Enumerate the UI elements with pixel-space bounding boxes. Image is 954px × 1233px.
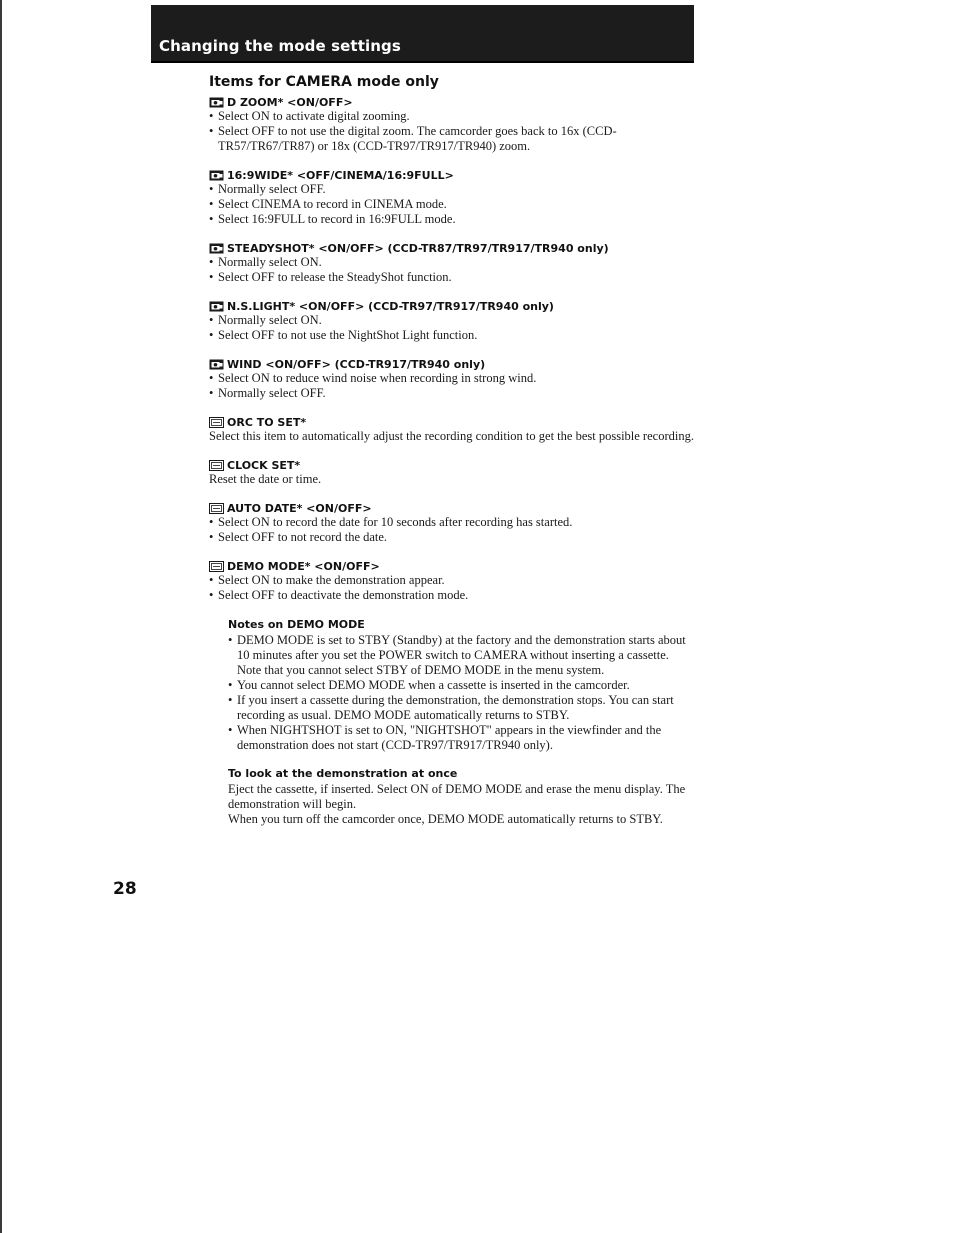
bullet-list: [209, 182, 699, 227]
bullet-item: • Select ON to record the date for 10 seconds after recording has started.: [209, 515, 699, 530]
item-heading-text: STEADYSHOT* <ON/OFF> (CCD-TR87/TR97/TR917/TR940 only): [227, 242, 609, 255]
item-heading-text: DEMO MODE* <ON/OFF>: [227, 560, 380, 573]
item-heading: [209, 416, 699, 429]
item-heading-text: ORC TO SET*: [227, 416, 307, 429]
setup-menu-icon: [209, 417, 224, 428]
setup-menu-icon: [209, 503, 224, 514]
item-description: Select this item to automatically adjust the recording condition to get the best possible recording.: [209, 429, 694, 443]
bullet-item: • Select OFF to not use the NightShot Light function.: [209, 328, 699, 343]
menu-item-auto-date: [209, 502, 699, 545]
header-bar: [151, 5, 694, 63]
note-item: • You cannot select DEMO MODE when a cassette is inserted in the camcorder.: [228, 678, 699, 693]
setup-menu-icon: [209, 460, 224, 471]
bullet-item: • Select OFF to deactivate the demonstration mode.: [209, 588, 699, 603]
item-heading: [209, 242, 699, 255]
item-heading: [209, 169, 699, 182]
main-content: [209, 74, 699, 827]
item-heading-text: WIND <ON/OFF> (CCD-TR917/TR940 only): [227, 358, 486, 371]
item-heading-text: 16:9WIDE* <OFF/CINEMA/16:9FULL>: [227, 169, 454, 182]
bullet-list: [209, 515, 699, 545]
left-margin-line: [0, 0, 2, 1233]
bullet-item: • Normally select OFF.: [209, 386, 699, 401]
look-demo-heading: To look at the demonstration at once: [228, 767, 458, 780]
note-item: • If you insert a cassette during the demonstration, the demonstration stops. You can start recording as usual. DEMO MODE automatically returns to STBY.: [228, 693, 699, 723]
camera-mode-icon: [209, 359, 224, 370]
menu-item-steadyshot: [209, 242, 699, 285]
item-heading: [209, 560, 699, 573]
item-heading: [209, 459, 699, 472]
bullet-list: [209, 313, 699, 343]
bullet-list: [209, 573, 699, 603]
bullet-item: • Select 16:9FULL to record in 16:9FULL mode.: [209, 212, 699, 227]
bullet-list: [209, 371, 699, 401]
bullet-list: [209, 109, 699, 154]
bullet-item: • Select ON to make the demonstration appear.: [209, 573, 699, 588]
bullet-item: • Select OFF to not record the date.: [209, 530, 699, 545]
note-subtext: Note that you cannot select STBY of DEMO MODE in the menu system.: [237, 663, 605, 677]
item-heading: [209, 358, 699, 371]
menu-item-clock-set: [209, 459, 699, 487]
menu-item-d-zoom: [209, 96, 699, 154]
item-heading-text: N.S.LIGHT* <ON/OFF> (CCD-TR97/TR917/TR940 only): [227, 300, 554, 313]
bullet-item: • Normally select ON.: [209, 313, 699, 328]
item-heading: [209, 96, 699, 109]
item-description: Reset the date or time.: [209, 472, 322, 486]
note-item: • DEMO MODE is set to STBY (Standby) at the factory and the demonstration starts about 10 minutes after you set the POWER switch to CAMERA without inserting a cassette.: [228, 633, 699, 663]
notes-list: [228, 678, 699, 753]
item-heading-text: AUTO DATE* <ON/OFF>: [227, 502, 372, 515]
bullet-item: • Select ON to activate digital zooming.: [209, 109, 699, 124]
look-demo-text: Eject the cassette, if inserted. Select ON of DEMO MODE and erase the menu display. The demonstration will begin.: [228, 782, 686, 811]
setup-menu-icon: [209, 561, 224, 572]
camera-mode-icon: [209, 243, 224, 254]
item-heading: [209, 300, 699, 313]
bullet-list: [209, 255, 699, 285]
menu-item-16-9-wide: [209, 169, 699, 227]
menu-item-wind: [209, 358, 699, 401]
bullet-item: • Select ON to reduce wind noise when recording in strong wind.: [209, 371, 699, 386]
section-title: Items for CAMERA mode only: [209, 74, 439, 90]
notes-demo-mode: [228, 618, 699, 827]
camera-mode-icon: [209, 97, 224, 108]
bullet-item: • Normally select ON.: [209, 255, 699, 270]
notes-heading: Notes on DEMO MODE: [228, 618, 365, 631]
bullet-item: • Select OFF to release the SteadyShot function.: [209, 270, 699, 285]
bullet-item: • Normally select OFF.: [209, 182, 699, 197]
item-heading: [209, 502, 699, 515]
bullet-item: • Select CINEMA to record in CINEMA mode.: [209, 197, 699, 212]
menu-item-demo-mode: [209, 560, 699, 603]
item-heading-text: CLOCK SET*: [227, 459, 301, 472]
note-item: • When NIGHTSHOT is set to ON, "NIGHTSHOT" appears in the viewfinder and the demonstration does not start (CCD-TR97/TR917/TR940 only).: [228, 723, 699, 753]
page-header-title: Changing the mode settings: [159, 37, 401, 55]
bullet-item: • Select OFF to not use the digital zoom. The camcorder goes back to 16x (CCD-TR57/TR67/TR87) or 18x (CCD-TR97/TR917/TR940) zoom.: [209, 124, 699, 154]
item-heading-text: D ZOOM* <ON/OFF>: [227, 96, 353, 109]
notes-list: [228, 633, 699, 663]
look-demo-text: When you turn off the camcorder once, DEMO MODE automatically returns to STBY.: [228, 812, 663, 826]
menu-item-ns-light: [209, 300, 699, 343]
page-number: 28: [113, 879, 137, 899]
camera-mode-icon: [209, 170, 224, 181]
menu-item-orc-to-set: [209, 416, 699, 444]
camera-mode-icon: [209, 301, 224, 312]
